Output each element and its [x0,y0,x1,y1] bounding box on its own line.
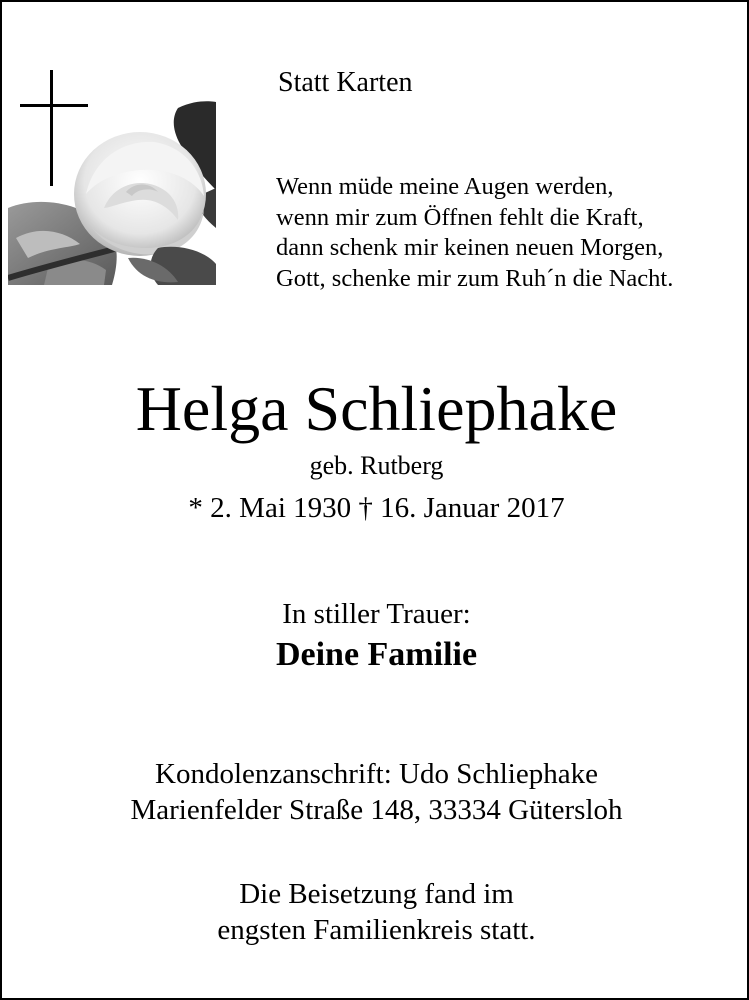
cross-icon [20,70,88,186]
funeral-note-line: engsten Familienkreis statt. [217,914,536,946]
deceased-name: Helga Schliephake [135,373,618,444]
poem-line: wenn mir zum Öffnen fehlt die Kraft, [276,203,644,231]
poem-line: Wenn müde meine Augen werden, [276,173,614,200]
poem-line: dann schenk mir keinen neuen Morgen, [276,234,664,261]
funeral-note-line: Die Beisetzung fand im [239,878,514,910]
birth-name: geb. Rutberg [309,451,444,480]
mourning-intro: In stiller Trauer: [282,598,471,630]
statt-karten-heading: Statt Karten [278,67,413,98]
mourners-family: Deine Familie [275,636,478,673]
poem [276,172,673,294]
poem-line: Gott, schenke mir zum Ruh´n die Nacht. [276,264,674,292]
condolence-address: Marienfelder Straße 148, 33334 Gütersloh [130,794,623,826]
condolence-contact: Kondolenzanschrift: Udo Schliephake [155,758,598,790]
life-dates: * 2. Mai 1930 † 16. Januar 2017 [188,492,565,524]
